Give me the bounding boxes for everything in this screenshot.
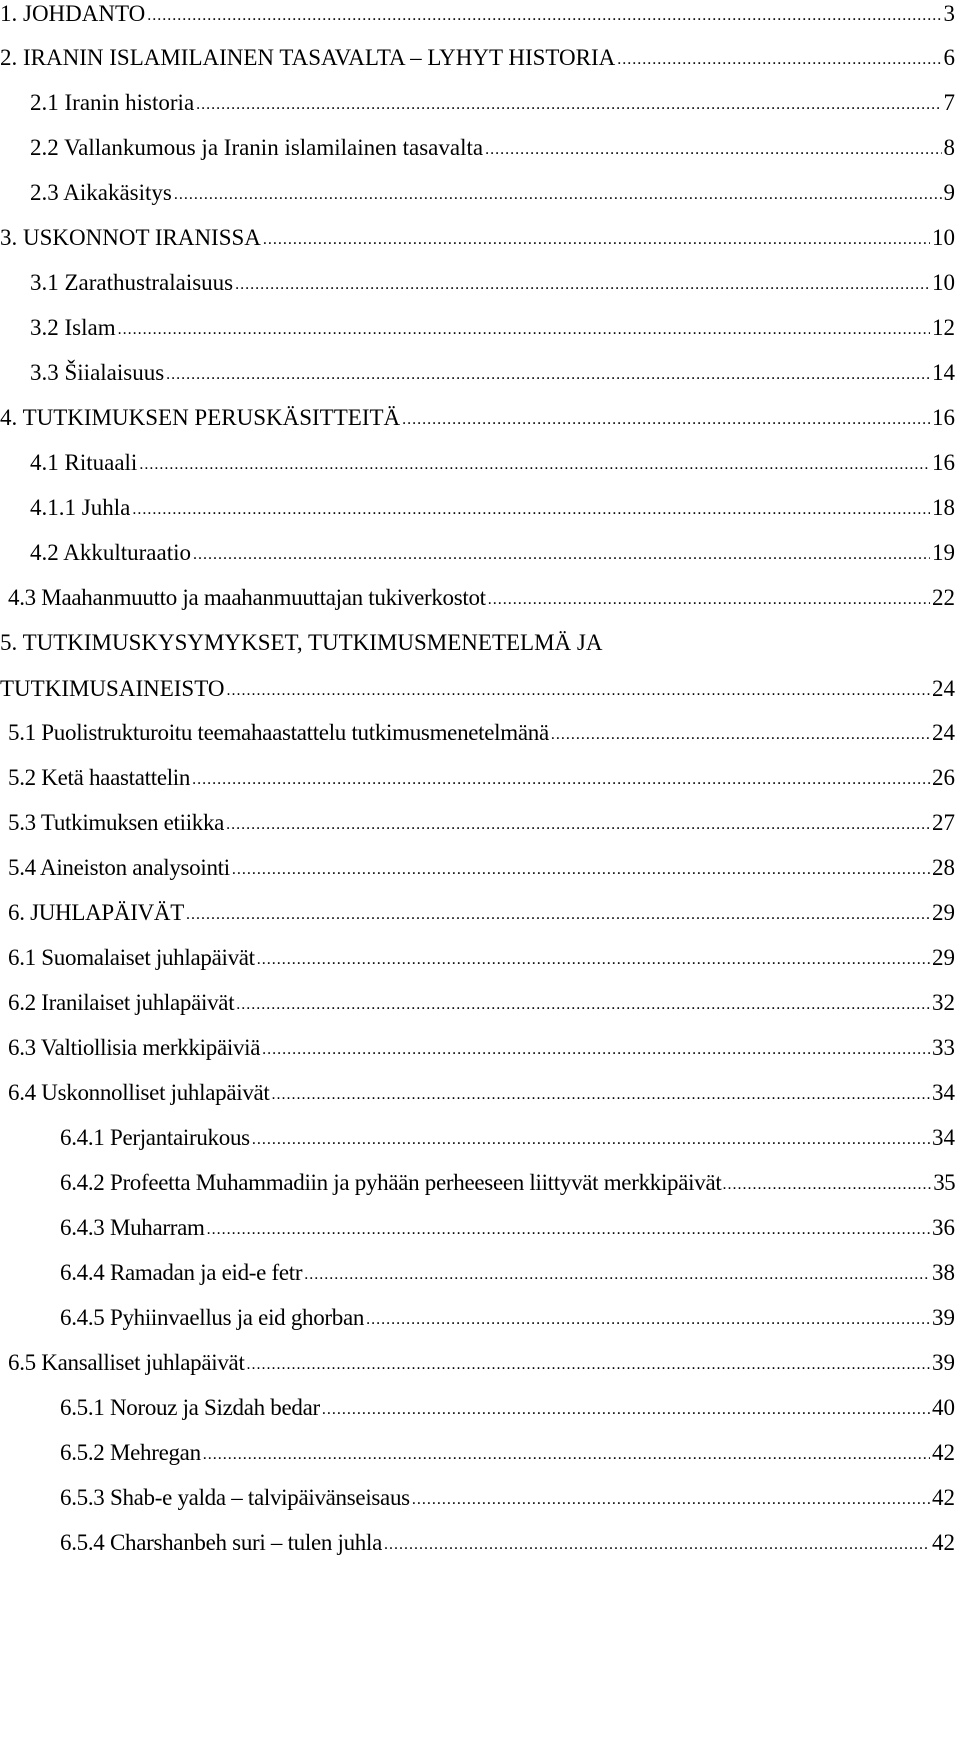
toc-entry-label: 5.3 Tutkimuksen etiikka [8,810,225,835]
toc-entry-label: 6.4.1 Perjantairukous [60,1125,250,1150]
toc-entry-label: 6.4.3 Muharram [60,1215,205,1240]
toc-entry-page: 24 [932,720,955,745]
toc-entry-label: 4. TUTKIMUKSEN PERUSKÄSITTEITÄ [0,405,401,430]
toc-entry[interactable] [0,809,955,855]
toc-entry-page: 35 [933,1170,955,1195]
dot-leader [262,1036,930,1064]
dot-leader [304,1261,930,1289]
toc-entry[interactable] [0,989,955,1035]
toc-entry-label: 3.2 Islam [30,315,116,340]
toc-entry[interactable] [0,449,955,495]
toc-entry-label: 6.5.4 Charshanbeh suri – tulen juhla [60,1530,383,1555]
toc-entry-label: 6.3 Valtiollisia merkkipäiviä [8,1035,261,1060]
toc-entry[interactable] [0,269,955,315]
dot-leader [147,2,941,30]
toc-entry-label-continued: TUTKIMUSAINEISTO [0,676,225,701]
toc-entry-page: 10 [932,270,955,295]
toc-entry-label: 6.4.4 Ramadan ja eid-e fetr [60,1260,303,1285]
toc-entry[interactable] [0,1394,955,1440]
toc-entry-page: 40 [932,1395,955,1420]
dot-leader [166,361,930,389]
dot-leader [139,451,930,479]
toc-entry-label: 6.2 Iranilaiset juhlapäivät [8,990,235,1015]
toc-entry-label: 6.5.1 Norouz ja Sizdah bedar [60,1395,320,1420]
toc-entry-page: 34 [932,1080,955,1105]
dot-leader [235,271,930,299]
dot-leader [247,1351,930,1379]
dot-leader [226,811,930,839]
toc-entry-label: 2.2 Vallankumous ja Iranin islamilainen tasavalta [30,135,484,160]
toc-entry[interactable] [0,944,955,990]
toc-entry-page: 42 [932,1530,955,1555]
dot-leader [193,541,930,569]
toc-entry-page: 36 [932,1215,955,1240]
dot-leader [132,496,930,524]
toc-entry[interactable] [0,1304,955,1350]
toc-entry-label: 1. JOHDANTO [0,1,146,26]
toc-entry[interactable] [0,1259,955,1305]
dot-leader [272,1081,930,1109]
toc-entry[interactable] [0,764,955,810]
toc-entry[interactable] [0,539,955,585]
dot-leader [257,946,930,974]
dot-leader [722,1171,932,1199]
dot-leader [252,1126,930,1154]
dot-leader [263,226,930,254]
toc-entry-label: 6.4 Uskonnolliset juhlapäivät [8,1080,270,1105]
toc-entry-page: 38 [932,1260,955,1285]
toc-entry-page: 39 [932,1350,955,1375]
dot-leader [192,766,930,794]
toc-entry-page: 29 [932,945,955,970]
toc-entry[interactable] [0,359,955,405]
toc-entry-label: 4.2 Akkulturaatio [30,540,191,565]
toc-entry[interactable] [0,854,955,900]
toc-entry-label: 6.5.2 Mehregan [60,1440,201,1465]
toc-entry-page: 26 [932,765,955,790]
toc-entry-page: 32 [932,990,955,1015]
dot-leader [617,46,941,74]
toc-entry-page: 28 [932,855,955,880]
toc-entry[interactable] [0,1214,955,1260]
toc-entry-page: 42 [932,1440,955,1465]
toc-entry-label: 4.1.1 Juhla [30,495,131,520]
toc-entry[interactable] [0,1079,955,1125]
dot-leader [236,991,930,1019]
toc-entry[interactable] [0,314,955,360]
toc-entry-label: 4.1 Rituaali [30,450,138,475]
toc-entry-page: 39 [932,1305,955,1330]
toc-entry-label: 2.3 Aikakäsitys [30,180,172,205]
toc-entry-label: 5.1 Puolistrukturoitu teemahaastattelu tutkimusmenetelmänä [8,720,549,745]
toc-entry[interactable] [0,134,955,180]
toc-entry-page: 18 [932,495,955,520]
toc-entry-page: 6 [943,45,955,70]
toc-entry-page: 8 [943,135,955,160]
toc-entry-label: 4.3 Maahanmuutto ja maahanmuuttajan tukiverkostot [8,585,486,610]
toc-entry[interactable] [0,1484,955,1530]
toc-entry-page: 3 [943,1,955,26]
toc-entry-label: 3. USKONNOT IRANISSA [0,225,261,250]
toc-entry-label: 3.1 Zarathustralaisuus [30,270,234,295]
toc-entry-page: 16 [932,450,955,475]
dot-leader [118,316,930,344]
toc-entry[interactable] [0,404,955,450]
toc-entry-page: 24 [932,676,955,701]
toc-entry[interactable] [0,179,955,225]
dot-leader [488,586,930,614]
toc-entry[interactable] [0,0,955,46]
toc-entry-label: 5. TUTKIMUSKYSYMYKSET, TUTKIMUSMENETELMÄ JA [0,630,603,655]
toc-entry[interactable] [0,719,955,765]
toc-entry-label: 5.2 Ketä haastattelin [8,765,191,790]
toc-entry-page: 16 [932,405,955,430]
toc-entry-label: 6.4.5 Pyhiinvaellus ja eid ghorban [60,1305,365,1330]
toc-entry-page: 29 [932,900,955,925]
toc-entry-label: 3.3 Šiialaisuus [30,360,165,385]
toc-entry-label: 6.1 Suomalaiset juhlapäivät [8,945,255,970]
toc-entry[interactable] [0,899,955,945]
toc-entry[interactable] [0,1439,955,1485]
toc-entry[interactable] [0,629,955,721]
toc-entry-page: 14 [932,360,955,385]
toc-entry-label: 6.5 Kansalliset juhlapäivät [8,1350,245,1375]
dot-leader [232,856,930,884]
dot-leader [207,1216,930,1244]
toc-entry-page: 12 [932,315,955,340]
toc-entry-page: 27 [932,810,955,835]
dot-leader [226,677,930,705]
dot-leader [551,721,930,749]
toc-entry-label: 6.4.2 Profeetta Muhammadiin ja pyhään perheeseen liittyvät merkkipäivät [60,1170,722,1195]
toc-entry-page: 22 [932,585,955,610]
toc-entry-page: 10 [932,225,955,250]
dot-leader [186,901,930,929]
toc-entry-page: 33 [932,1035,955,1060]
dot-leader [412,1486,930,1514]
toc-entry-page: 7 [943,90,955,115]
toc-entry[interactable] [0,1349,955,1395]
toc-entry[interactable] [0,1124,955,1170]
dot-leader [402,406,930,434]
toc-entry-page: 19 [932,540,955,565]
toc-entry[interactable] [0,89,955,135]
toc-entry-page: 42 [932,1485,955,1510]
dot-leader [485,136,941,164]
toc-entry-label: 2. IRANIN ISLAMILAINEN TASAVALTA – LYHYT HISTORIA [0,45,616,70]
dot-leader [174,181,942,209]
toc-entry[interactable] [0,44,955,90]
toc-entry-page: 34 [932,1125,955,1150]
toc-entry-label: 6.5.3 Shab-e yalda – talvipäivänseisaus [60,1485,410,1510]
dot-leader [366,1306,930,1334]
toc-entry-page: 9 [943,180,955,205]
toc-entry[interactable] [0,584,955,630]
dot-leader [322,1396,930,1424]
toc-entry[interactable] [0,1034,955,1080]
toc-entry-label: 2.1 Iranin historia [30,90,195,115]
toc-entry[interactable] [0,224,955,270]
dot-leader [196,91,941,119]
dot-leader [203,1441,930,1469]
dot-leader [384,1531,930,1559]
toc-entry-label: 5.4 Aineiston analysointi [8,855,230,880]
toc-entry-label: 6. JUHLAPÄIVÄT [8,900,184,925]
toc-entry[interactable] [0,494,955,540]
toc-entry[interactable] [0,1169,955,1215]
toc-entry[interactable] [0,1529,955,1575]
